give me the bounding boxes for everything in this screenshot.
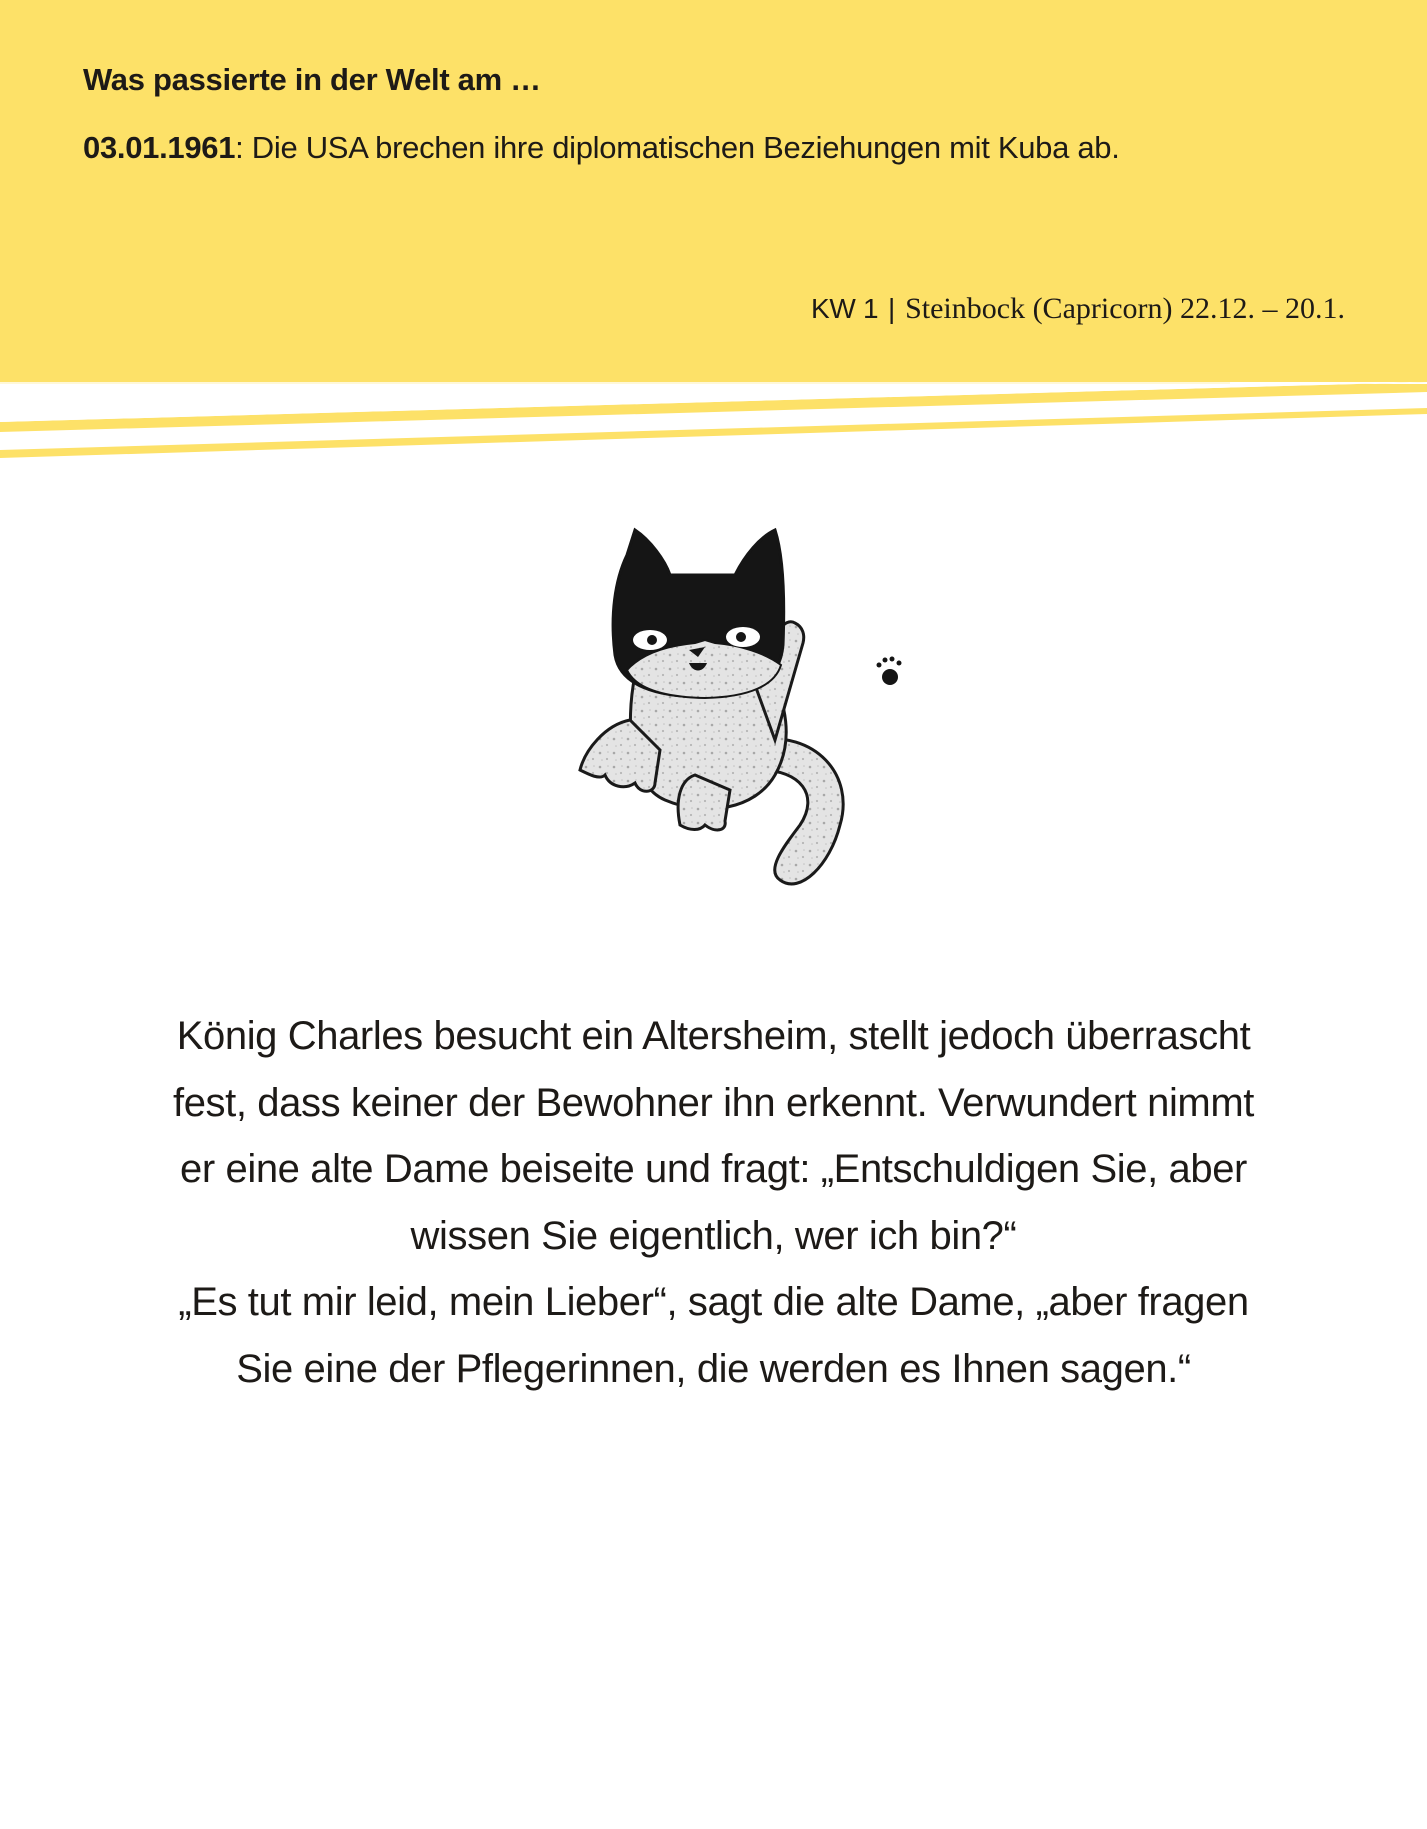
calendar-week: KW 1 bbox=[810, 293, 879, 324]
event-separator: : bbox=[235, 130, 244, 165]
joke-line: „Es tut mir leid, mein Lieber“, sagt die alte Dame, „aber fragen bbox=[178, 1280, 1249, 1324]
event-text: Die USA brechen ihre diplomatischen Beziehungen mit Kuba ab. bbox=[243, 130, 1120, 165]
joke-line: wissen Sie eigentlich, wer ich bin?“ bbox=[410, 1213, 1017, 1258]
cat-illustration bbox=[555, 525, 915, 900]
historical-event bbox=[83, 130, 1120, 166]
joke-line: fest, dass keiner der Bewohner ihn erkennt. Verwundert nimmt bbox=[172, 1080, 1254, 1125]
paw-print-icon bbox=[877, 657, 902, 686]
joke-line: König Charles besucht ein Altersheim, stellt jedoch überrascht bbox=[176, 1014, 1251, 1058]
zodiac-sign: Steinbock (Capricorn) 22.12. – 20.1. bbox=[905, 292, 1345, 325]
week-info bbox=[811, 292, 1345, 326]
joke-line: Sie eine der Pflegerinnen, die werden es Ihnen sagen.“ bbox=[236, 1346, 1191, 1391]
decorative-stripes bbox=[0, 370, 1427, 470]
cat-head-icon bbox=[613, 530, 784, 698]
headline: Was passierte in der Welt am … bbox=[83, 62, 541, 97]
event-date: 03.01.1961 bbox=[83, 130, 236, 165]
joke-line: er eine alte Dame beiseite und fragt: „Entschuldigen Sie, aber bbox=[180, 1147, 1247, 1191]
joke-text bbox=[70, 1003, 1357, 1402]
week-separator: | bbox=[888, 293, 896, 324]
